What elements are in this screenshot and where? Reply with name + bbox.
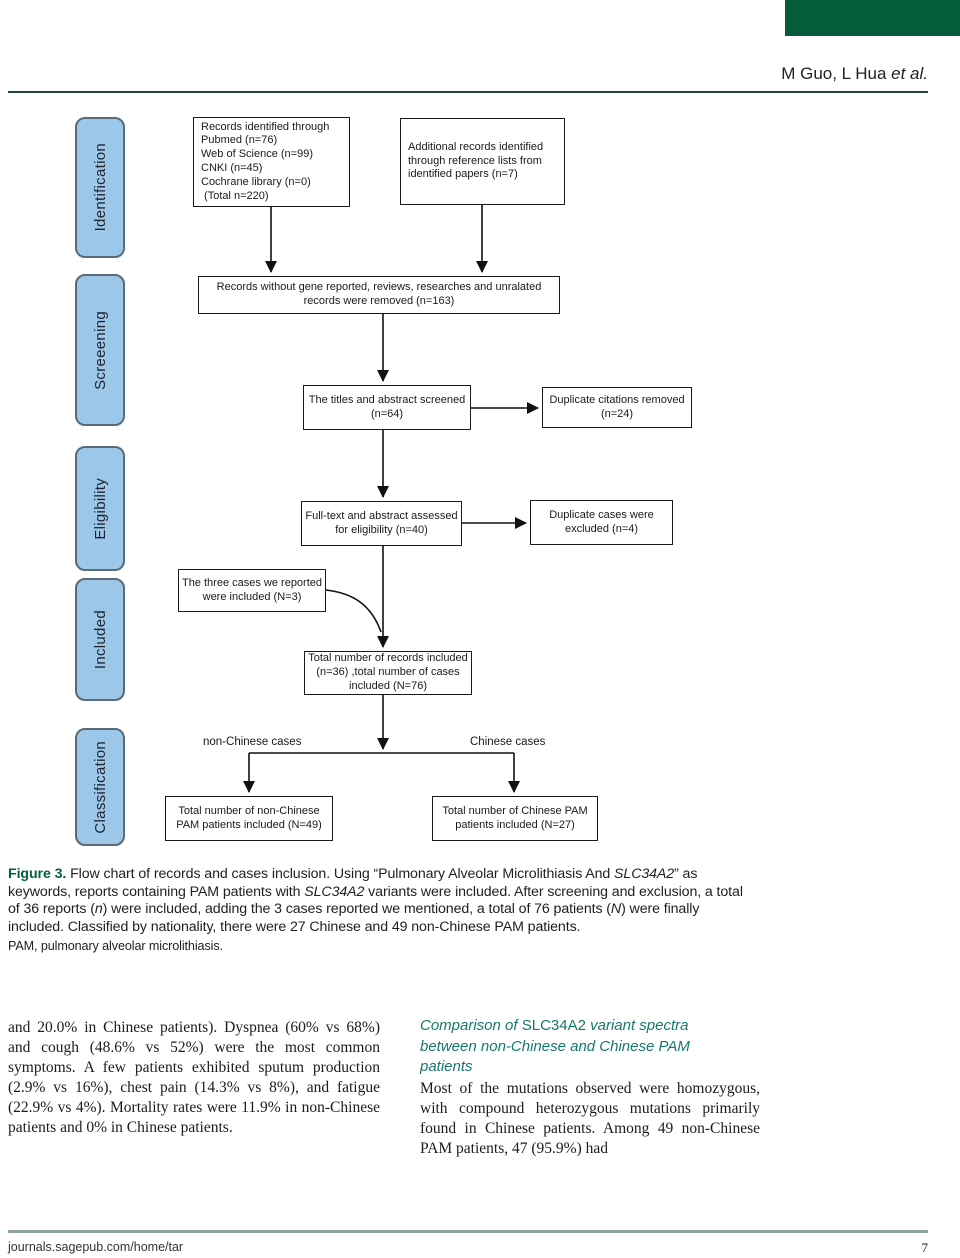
stage-label: Classification xyxy=(91,740,109,834)
page-number: 7 xyxy=(921,1240,928,1255)
stage-classification xyxy=(75,728,125,846)
branch-label-nonchinese: non-Chinese cases xyxy=(203,736,302,748)
box-duplicate-citations-removed: Duplicate citations removed (n=24) xyxy=(542,387,692,428)
caption-text: ” as keywords, reports containing PAM patients with xyxy=(8,866,698,900)
stage-eligibility xyxy=(75,446,125,571)
heading-line: patients xyxy=(420,1058,473,1075)
body-paragraph: and 20.0% in Chinese patients). Dyspnea (60% vs 68%) and cough (48.6% vs 52%) were the most common symptoms. A few patients exhibited sputum production (2.9% vs 16%), chest pain (14.3% vs 8%), and fatigue (22.9% vs 4%). Mortality rates were 11.9% in non-Chinese patients and 0% in Chinese patients. xyxy=(8,1019,380,1136)
caption-text: Flow chart of records and cases inclusion. Using “Pulmonary Alveolar Microlithiasis And xyxy=(66,866,615,882)
box-titles-screened: The titles and abstract screened (n=64) xyxy=(303,385,471,430)
stage-identification xyxy=(75,117,125,258)
heading-line xyxy=(420,1016,760,1037)
box-additional-records: Additional records identified through reference lists from identified papers (n=7) xyxy=(400,118,565,205)
footer-rule xyxy=(8,1230,928,1233)
heading-text: variant spectra xyxy=(585,1017,689,1034)
brand-color-bar xyxy=(785,0,960,36)
branch-label-chinese: Chinese cases xyxy=(470,736,546,748)
gene-name: SLC34A2 xyxy=(614,866,675,882)
caption-text: ) were finally included. Classified by nationality, there were 27 Chinese and 49 non-Chinese PAM patients. xyxy=(8,901,700,935)
box-fulltext-assessed: Full-text and abstract assessed for eligibility (n=40) xyxy=(301,501,462,546)
box-total-records-included: Total number of records included (n=36) ,total number of cases included (N=76) xyxy=(304,651,472,695)
curve-threecases-join xyxy=(326,590,381,632)
gene-name: SLC34A2 xyxy=(304,883,365,900)
body-column-right xyxy=(420,1016,760,1159)
gene-name: SLC34A2 xyxy=(521,1017,586,1034)
italic-n: n xyxy=(94,901,103,918)
caption-text: variants were included. After screening and exclusion, a total of 36 reports ( xyxy=(8,883,743,918)
heading-text: Comparison of xyxy=(420,1017,522,1034)
heading-line: between non-Chinese and Chinese PAM xyxy=(420,1037,690,1055)
authors-text: M Guo, L Hua xyxy=(781,64,892,83)
box-records-removed: Records without gene reported, reviews, researches and unralated records were removed (n=163) xyxy=(198,276,560,314)
box-nonchinese-total: Total number of non-Chinese PAM patients included (N=49) xyxy=(165,796,333,841)
box-three-cases-reported: The three cases we reported were included (N=3) xyxy=(178,569,326,612)
stage-screening xyxy=(75,274,125,426)
body-column-left xyxy=(8,1018,380,1138)
italic-n: N xyxy=(610,901,622,918)
stage-included xyxy=(75,578,125,701)
caption-abbreviation: PAM, pulmonary alveolar microlithiasis. xyxy=(8,939,223,954)
box-records-identified: Records identified through Pubmed (n=76) Web of Science (n=99) CNKI (n=45) Cochrane library (n=0) (Total n=220) xyxy=(193,117,350,207)
body-paragraph: Most of the mutations observed were homozygous, with compound heterozygous mutations primarily found in Chinese patients. Among 49 non-Chinese PAM patients, 47 (95.9%) had xyxy=(420,1079,760,1157)
box-duplicate-cases-excluded: Duplicate cases were excluded (n=4) xyxy=(530,500,673,545)
stage-label: Eligibility xyxy=(91,477,109,540)
box-chinese-total: Total number of Chinese PAM patients included (N=27) xyxy=(432,796,598,841)
journal-url: journals.sagepub.com/home/tar xyxy=(8,1240,184,1254)
figure-caption xyxy=(8,866,750,956)
stage-label: Screeening xyxy=(91,310,109,390)
authors-etal: et al. xyxy=(891,64,928,83)
stage-label: Identification xyxy=(91,143,109,232)
header-rule xyxy=(8,91,928,93)
running-head-authors xyxy=(8,64,928,84)
figure-number-label: Figure 3. xyxy=(8,866,67,882)
section-heading xyxy=(420,1016,760,1078)
stage-label: Included xyxy=(91,609,109,670)
caption-text: ) were included, adding the 3 cases reported we mentioned, a total of 76 patients ( xyxy=(102,901,611,918)
